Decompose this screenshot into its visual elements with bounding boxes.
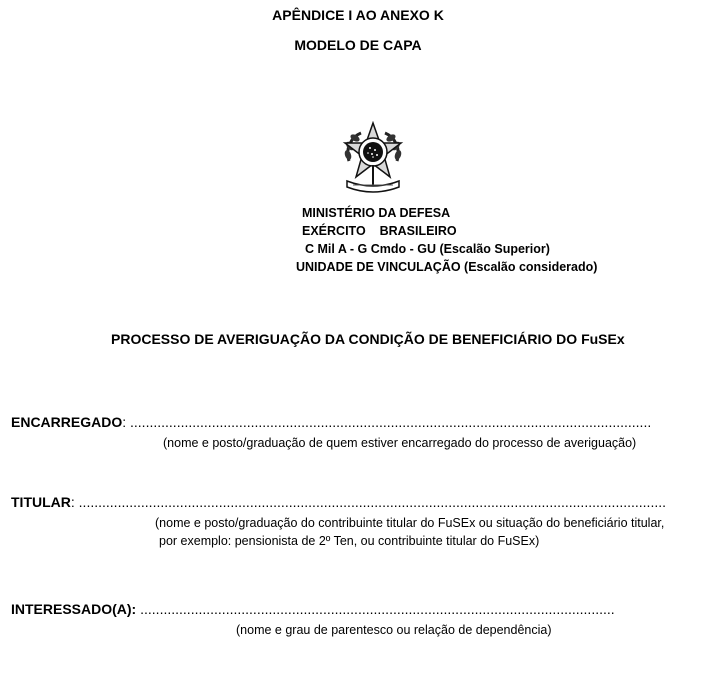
model-title: MODELO DE CAPA: [294, 37, 422, 53]
titular-separator: :: [70, 494, 75, 510]
interessado-dots: ..........................................................................................................................: [140, 601, 615, 617]
encarregado-label: ENCARREGADO: [11, 414, 123, 430]
interessado-hint: (nome e grau de parentesco ou relação de dependência): [236, 623, 552, 637]
encarregado-row: [11, 414, 651, 430]
titular-row: [11, 494, 666, 510]
unit-name: UNIDADE DE VINCULAÇÃO (Escalão considerado): [296, 260, 598, 274]
command-name: C Mil A - G Cmdo - GU (Escalão Superior): [305, 242, 550, 256]
ministry-name: MINISTÉRIO DA DEFESA: [302, 206, 451, 220]
encarregado-dots: ......................................................................................................................................: [130, 414, 652, 430]
brazil-coat-of-arms-icon: [337, 121, 409, 193]
interessado-label: INTERESSADO(A):: [11, 601, 137, 617]
titular-hint-line1: (nome e posto/graduação do contribuinte titular do FuSEx ou situação do beneficiário titular,: [155, 516, 665, 530]
encarregado-hint: (nome e posto/graduação de quem estiver encarregado do processo de averiguação): [163, 436, 637, 450]
interessado-row: [11, 601, 615, 617]
titular-label: TITULAR: [11, 494, 71, 510]
titular-dots: .......................................................................................................................................................: [78, 494, 667, 510]
appendix-title: APÊNDICE I AO ANEXO K: [272, 7, 444, 23]
titular-hint-line2: por exemplo: pensionista de 2º Ten, ou contribuinte titular do FuSEx): [159, 534, 540, 548]
process-title: PROCESSO DE AVERIGUAÇÃO DA CONDIÇÃO DE BENEFICIÁRIO DO FuSEx: [111, 331, 625, 347]
encarregado-separator: :: [122, 414, 127, 430]
army-name: EXÉRCITO BRASILEIRO: [302, 224, 457, 238]
